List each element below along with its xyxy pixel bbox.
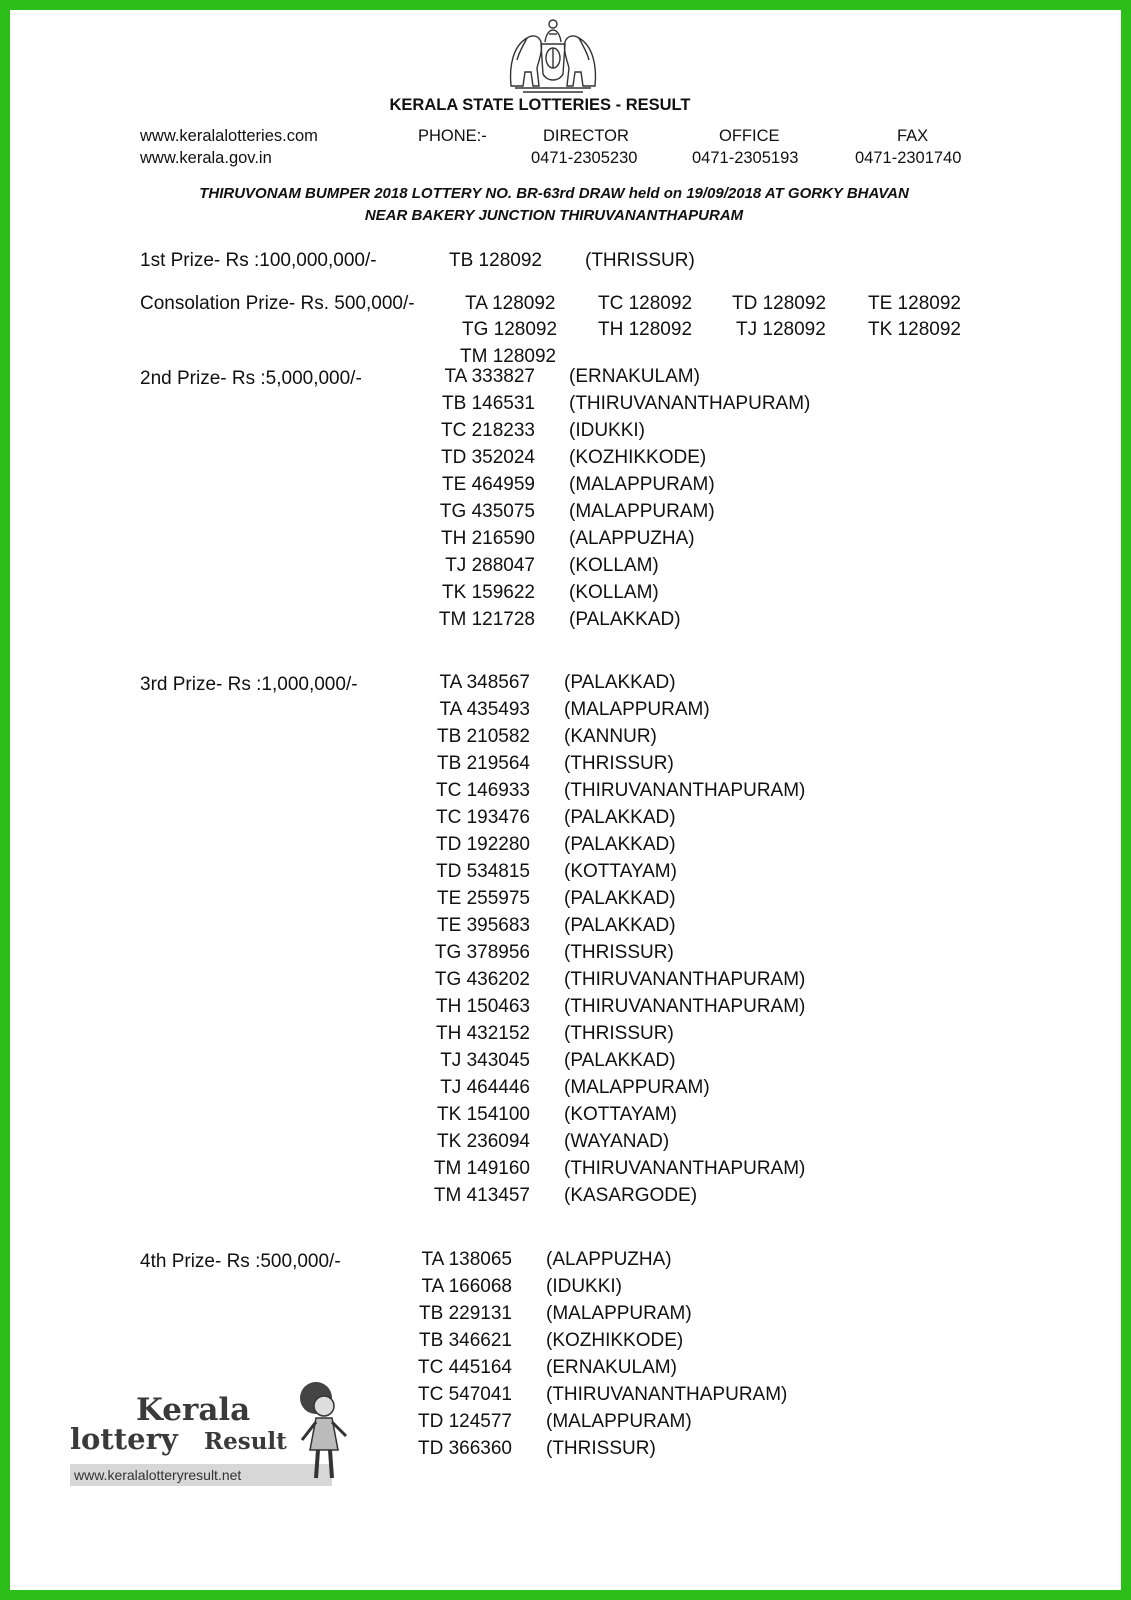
kerala-state-emblem-icon (503, 16, 603, 94)
office-label: OFFICE (719, 127, 780, 145)
winner-row (0, 555, 889, 582)
ticket-number: TA 138065 (421, 1249, 512, 1270)
winner-row (0, 726, 884, 753)
director-phone: 0471-2305230 (531, 149, 638, 167)
ticket-number: TM 149160 (433, 1158, 530, 1179)
winner-row (0, 969, 884, 996)
ticket-location: (PALAKKAD) (564, 1050, 676, 1071)
ticket-location: (MALAPPURAM) (569, 474, 715, 495)
ticket-location: (MALAPPURAM) (546, 1303, 692, 1324)
ticket-number: TH 216590 (440, 528, 535, 549)
winner-row (0, 1077, 884, 1104)
ticket-location: (PALAKKAD) (564, 672, 676, 693)
ticket-number: TM 121728 (438, 609, 535, 630)
consolation-number: TG 128092 (462, 319, 558, 340)
logo-word-result: Result (204, 1428, 287, 1455)
ticket-number: TB 219564 (437, 753, 530, 774)
ticket-number: TE 255975 (437, 888, 530, 909)
draw-details (0, 183, 1108, 227)
winner-row (0, 672, 884, 699)
consolation-number: TH 128092 (598, 319, 693, 340)
ticket-location: (MALAPPURAM) (564, 699, 710, 720)
winner-row (0, 1357, 866, 1384)
ticket-location: (THIRUVANANTHAPURAM) (564, 969, 806, 990)
ticket-number: TA 166068 (421, 1276, 512, 1297)
consolation-number: TK 128092 (868, 319, 961, 340)
ticket-number: TJ 343045 (440, 1050, 530, 1071)
third-prize-label: 3rd Prize- Rs :1,000,000/- (140, 674, 358, 695)
ticket-location: (KANNUR) (564, 726, 657, 747)
third-prize-list (0, 672, 806, 1212)
ticket-number: TK 159622 (442, 582, 535, 603)
ticket-number: TK 236094 (437, 1131, 530, 1152)
ticket-number: TG 435075 (439, 501, 535, 522)
first-prize-label: 1st Prize- Rs :100,000,000/- (140, 250, 377, 271)
winner-row (0, 1185, 884, 1212)
office-phone: 0471-2305193 (692, 149, 799, 167)
ticket-location: (PALAKKAD) (564, 915, 676, 936)
ticket-location: (PALAKKAD) (564, 888, 676, 909)
ticket-number: TB 146531 (442, 393, 535, 414)
ticket-location: (THIRUVANANTHAPURAM) (564, 780, 806, 801)
fourth-prize-label: 4th Prize- Rs :500,000/- (140, 1251, 341, 1272)
ticket-number: TA 333827 (444, 366, 535, 387)
winner-row (0, 888, 884, 915)
ticket-number: TB 346621 (419, 1330, 512, 1351)
phone-label: PHONE:- (418, 127, 487, 145)
ticket-number: TC 146933 (435, 780, 530, 801)
draw-line-1: THIRUVONAM BUMPER 2018 LOTTERY NO. BR-63rd DRAW held on 19/09/2018 AT GORKY BHAVAN (199, 185, 909, 202)
winner-row (0, 699, 884, 726)
ticket-location: (KOTTAYAM) (564, 1104, 677, 1125)
winner-row (0, 420, 889, 447)
logo-word-lottery: lottery (70, 1422, 178, 1456)
consolation-number: TA 128092 (465, 293, 556, 314)
ticket-number: TE 464959 (442, 474, 535, 495)
ticket-location: (KOZHIKKODE) (569, 447, 707, 468)
fax-label: FAX (897, 127, 929, 145)
ticket-location: (MALAPPURAM) (564, 1077, 710, 1098)
winner-row (0, 501, 889, 528)
consolation-number: TC 128092 (598, 293, 693, 314)
ticket-location: (THIRUVANANTHAPURAM) (564, 996, 806, 1017)
ticket-number: TA 348567 (439, 672, 530, 693)
winner-row (0, 582, 889, 609)
ticket-location: (ALAPPUZHA) (546, 1249, 672, 1270)
ticket-location: (KOZHIKKODE) (546, 1330, 684, 1351)
ticket-location: (THRISSUR) (546, 1438, 656, 1459)
logo-url: www.keralalotteryresult.net (70, 1464, 332, 1486)
ticket-number: TK 154100 (437, 1104, 530, 1125)
winner-row (0, 1330, 866, 1357)
ticket-number: TJ 464446 (440, 1077, 530, 1098)
ticket-number: TJ 288047 (445, 555, 535, 576)
winner-row (0, 753, 884, 780)
ticket-number: TC 445164 (417, 1357, 512, 1378)
winner-row (0, 1276, 866, 1303)
ticket-location: (THIRUVANANTHAPURAM) (546, 1384, 788, 1405)
winner-row (0, 366, 889, 393)
winner-row (0, 447, 889, 474)
ticket-location: (WAYANAD) (564, 1131, 670, 1152)
second-prize-label: 2nd Prize- Rs :5,000,000/- (140, 368, 362, 389)
ticket-location: (PALAKKAD) (569, 609, 681, 630)
ticket-number: TD 534815 (435, 861, 530, 882)
ticket-location: (THRISSUR) (564, 753, 674, 774)
logo-word-kerala: Kerala (136, 1392, 251, 1428)
ticket-location: (MALAPPURAM) (569, 501, 715, 522)
ticket-number: TA 435493 (439, 699, 530, 720)
winner-row (0, 996, 884, 1023)
ticket-location: (MALAPPURAM) (546, 1411, 692, 1432)
second-prize-list (0, 366, 811, 636)
director-label: DIRECTOR (543, 127, 629, 145)
first-prize-number: TB 128092 (449, 250, 542, 271)
winner-row (0, 780, 884, 807)
ticket-location: (IDUKKI) (569, 420, 645, 441)
winner-row (0, 1249, 866, 1276)
fax-phone: 0471-2301740 (855, 149, 962, 167)
winner-row (0, 834, 884, 861)
ticket-location: (IDUKKI) (546, 1276, 622, 1297)
ticket-location: (THIRUVANANTHAPURAM) (564, 1158, 806, 1179)
winner-row (0, 861, 884, 888)
consolation-number: TJ 128092 (736, 319, 826, 340)
document-title: KERALA STATE LOTTERIES - RESULT (389, 96, 691, 114)
ticket-number: TC 218233 (440, 420, 535, 441)
winner-row (0, 528, 889, 555)
winner-row (0, 942, 884, 969)
consolation-number: TM 128092 (460, 346, 557, 367)
ticket-number: TD 192280 (435, 834, 530, 855)
ticket-location: (ERNAKULAM) (546, 1357, 677, 1378)
first-prize-location: (THRISSUR) (585, 250, 695, 271)
winner-row (0, 393, 889, 420)
ticket-number: TC 193476 (435, 807, 530, 828)
ticket-number: TB 210582 (437, 726, 530, 747)
ticket-number: TH 150463 (435, 996, 530, 1017)
website-primary: www.keralalotteries.com (140, 127, 318, 145)
ticket-number: TH 432152 (435, 1023, 530, 1044)
winner-row (0, 1131, 884, 1158)
winner-row (0, 915, 884, 942)
ticket-number: TG 436202 (434, 969, 530, 990)
winner-row (0, 1104, 884, 1131)
ticket-number: TD 124577 (417, 1411, 512, 1432)
ticket-location: (ERNAKULAM) (569, 366, 700, 387)
ticket-number: TM 413457 (433, 1185, 530, 1206)
draw-line-2: NEAR BAKERY JUNCTION THIRUVANANTHAPURAM (364, 207, 744, 224)
winner-row (0, 1023, 884, 1050)
winner-row (0, 609, 889, 636)
ticket-number: TE 395683 (437, 915, 530, 936)
website-secondary: www.kerala.gov.in (140, 149, 272, 167)
ticket-location: (ALAPPUZHA) (569, 528, 695, 549)
kerala-lottery-result-logo (70, 1392, 350, 1488)
ticket-location: (KOTTAYAM) (564, 861, 677, 882)
winner-row (0, 1050, 884, 1077)
ticket-location: (THRISSUR) (564, 942, 674, 963)
ticket-location: (KOLLAM) (569, 555, 659, 576)
winner-row (0, 807, 884, 834)
ticket-location: (THIRUVANANTHAPURAM) (569, 393, 811, 414)
ticket-location: (THRISSUR) (564, 1023, 674, 1044)
ticket-number: TB 229131 (419, 1303, 512, 1324)
consolation-number: TD 128092 (732, 293, 827, 314)
winner-row (0, 1303, 866, 1330)
cartoon-figure-icon (294, 1380, 350, 1484)
ticket-location: (KOLLAM) (569, 582, 659, 603)
ticket-number: TC 547041 (417, 1384, 512, 1405)
consolation-number: TE 128092 (868, 293, 961, 314)
ticket-location: (PALAKKAD) (564, 834, 676, 855)
ticket-location: (PALAKKAD) (564, 807, 676, 828)
ticket-location: (KASARGODE) (564, 1185, 698, 1206)
ticket-number: TD 352024 (440, 447, 535, 468)
winner-row (0, 474, 889, 501)
ticket-number: TD 366360 (417, 1438, 512, 1459)
ticket-number: TG 378956 (434, 942, 530, 963)
winner-row (0, 1158, 884, 1185)
consolation-prize-label: Consolation Prize- Rs. 500,000/- (140, 293, 415, 314)
